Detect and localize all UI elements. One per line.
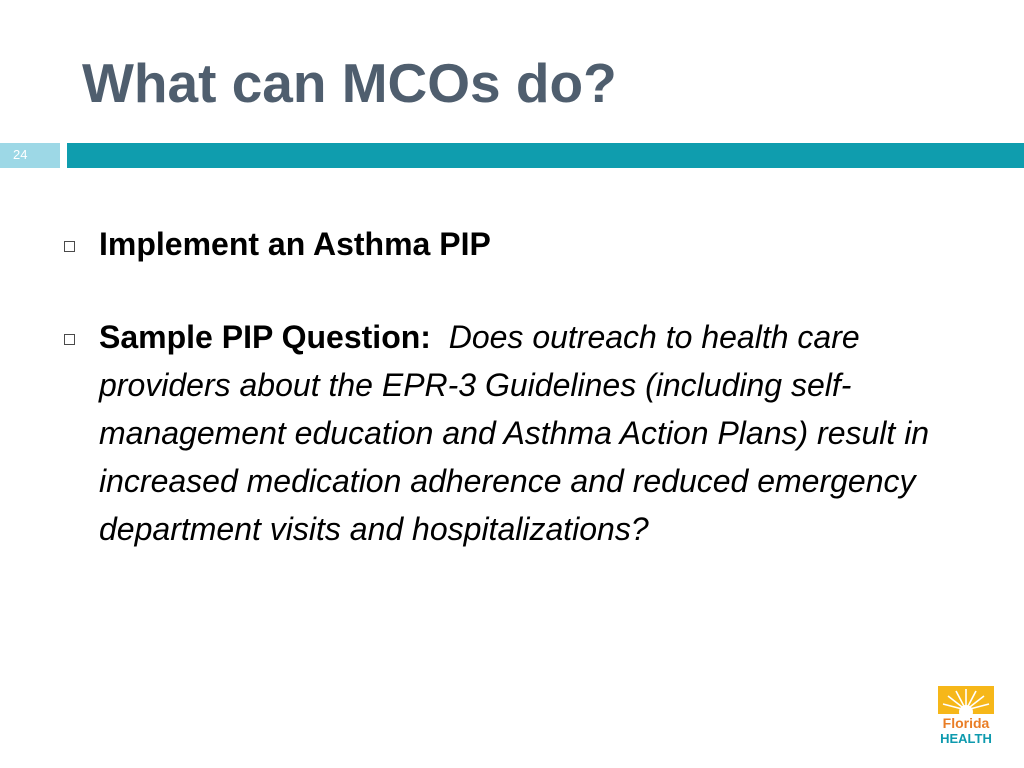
bullet-item-sample-question — [56, 313, 976, 553]
bullet-item-asthma-pip — [56, 220, 976, 268]
bullet-list — [56, 220, 976, 553]
slide-title: What can MCOs do? — [82, 52, 617, 114]
bullet-question-text: Does outreach to health care providers about the EPR-3 Guidelines (including self-management education and Asthma Action Plans) result in increased medication adherence and reduced emergency department visits and hospitalizations? — [99, 319, 930, 547]
florida-health-logo — [938, 686, 994, 746]
logo-text-health: HEALTH — [940, 731, 992, 746]
hollow-square-bullet-icon — [64, 334, 75, 345]
logo-text-florida: Florida — [942, 715, 990, 731]
slide-number-box — [0, 143, 60, 168]
bullet-heading: Implement an Asthma PIP — [99, 226, 491, 262]
hollow-square-bullet-icon — [64, 241, 75, 252]
slide-number: 24 — [13, 147, 28, 162]
bullet-heading: Sample PIP Question: — [99, 319, 431, 355]
header-band — [67, 143, 1024, 168]
